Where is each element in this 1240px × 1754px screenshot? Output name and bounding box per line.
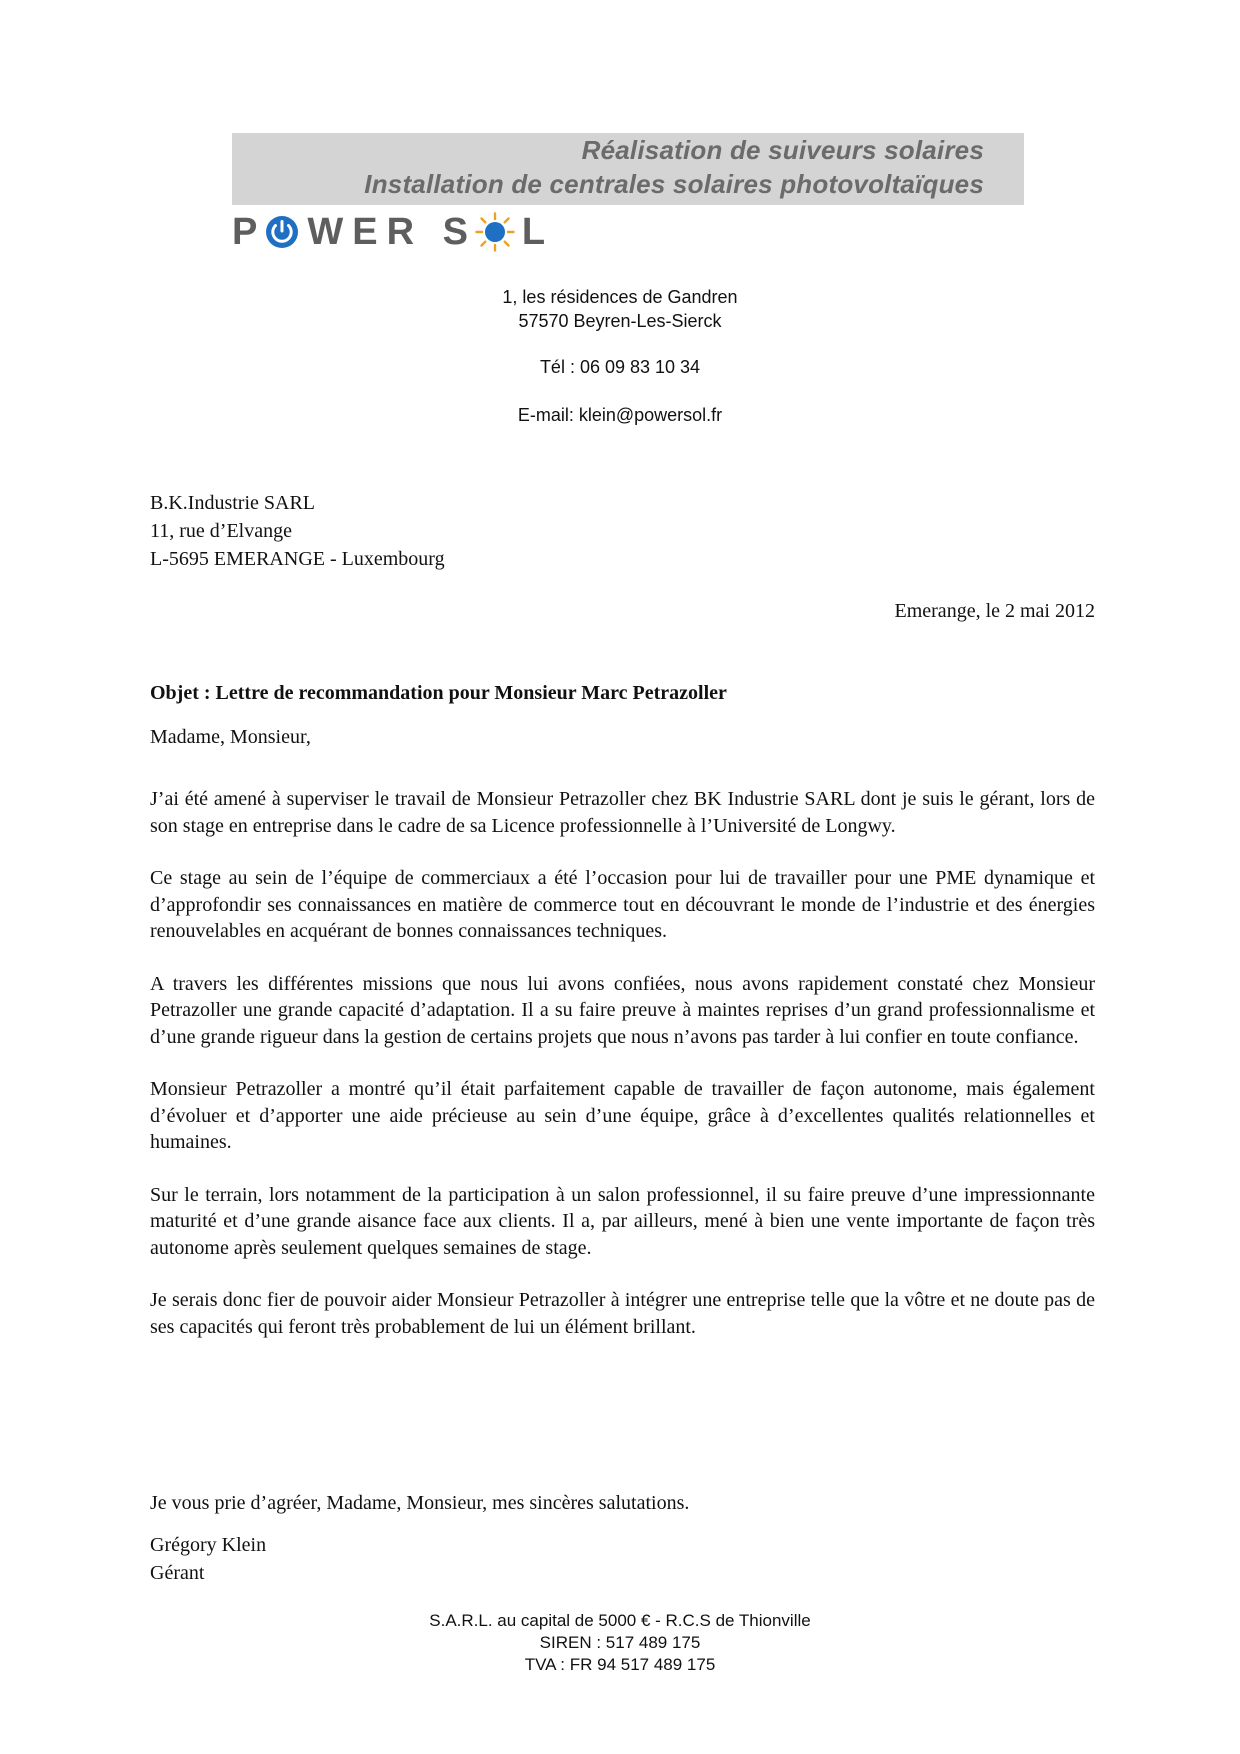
body-paragraph-6: Je serais donc fier de pouvoir aider Monsieur Petrazoller à intégrer une entreprise telle que la vôtre et ne doute pas de ses capacités qui feront très probablement de lui un élément brillant. (150, 1289, 1095, 1338)
sender-address-2: 57570 Beyren-Les-Sierck (518, 311, 722, 331)
body-paragraph-2: Ce stage au sein de l’équipe de commerciaux a été l’occasion pour lui de travailler pour une PME dynamique et d’approfondir ses connaissances en matière de commerce tout en découvrant le monde de l’industrie et des énergies renouvelables en acquérant de bonnes connaissances techniques. (150, 867, 1095, 942)
recipient-line-1: B.K.Industrie SARL (150, 492, 315, 514)
power-button-icon (264, 214, 300, 250)
tagline-banner (232, 133, 1024, 205)
recipient-line-2: 11, rue d’Elvange (150, 520, 292, 542)
tagline-1: Réalisation de suiveurs solaires (581, 135, 984, 165)
salutation: Madame, Monsieur, (150, 726, 311, 748)
recipient-block (150, 489, 445, 573)
body-paragraph-4: Monsieur Petrazoller a montré qu’il était parfaitement capable de travailler de façon autonome, mais également d’évoluer et d’apporter une aide précieuse au sein d’une équipe, grâce à d’excellentes qualités relationnelles et humaines. (150, 1078, 1095, 1153)
logo-letters-2: WER S (307, 210, 477, 253)
letter-date: Emerange, le 2 mai 2012 (894, 600, 1095, 622)
sender-phone: Tél : 06 09 83 10 34 (539, 357, 701, 377)
sender-email: E-mail: klein@powersol.fr (517, 405, 723, 425)
footer-line-3: TVA : FR 94 517 489 175 (524, 1655, 716, 1674)
tagline-2: Installation de centrales solaires photovoltaïques (364, 169, 984, 199)
body-paragraph-3: A travers les différentes missions que nous lui avons confiées, nous avons rapidement constaté chez Monsieur Petrazoller une grande capacité d’adaptation. Il a su faire preuve à maintes reprises d’un grand professionnalisme et d’une grande rigueur dans la gestion de certains projets que nous n’avons pas tarder à lui confier en toute confiance. (150, 972, 1095, 1048)
body-paragraph-1: J’ai été amené à superviser le travail de Monsieur Petrazoller chez BK Industrie SARL dont je suis le gérant, lors de son stage en entreprise dans le cadre de sa Licence professionnelle à l’Université de Longwy. (150, 788, 1095, 837)
sender-address-1: 1, les résidences de Gandren (502, 287, 738, 307)
logo-letters-3: L (521, 210, 555, 253)
letter-body (150, 786, 1095, 1366)
signer-title: Gérant (150, 1562, 205, 1584)
signer-name: Grégory Klein (150, 1534, 267, 1556)
body-paragraph-5: Sur le terrain, lors notamment de la participation à un salon professionnel, il su faire preuve d’une impressionnante maturité et d’une grande aisance face aux clients. Il a, par ailleurs, mené à bien une vente importante de façon très autonome après seulement quelques semaines de stage. (150, 1183, 1095, 1259)
power-sol-logo (232, 210, 554, 254)
signature-block (150, 1531, 266, 1587)
logo-letters-1: P (232, 210, 267, 253)
letter-subject: Objet : Lettre de recommandation pour Monsieur Marc Petrazoller (150, 682, 727, 704)
footer-line-1: S.A.R.L. au capital de 5000 € - R.C.S de Thionville (429, 1611, 811, 1630)
closing-formula: Je vous prie d’agréer, Madame, Monsieur, mes sincères salutations. (150, 1492, 690, 1514)
recipient-line-3: L-5695 EMERANGE - Luxembourg (150, 548, 445, 570)
footer-line-2: SIREN : 517 489 175 (539, 1633, 701, 1652)
sun-icon (475, 212, 515, 252)
